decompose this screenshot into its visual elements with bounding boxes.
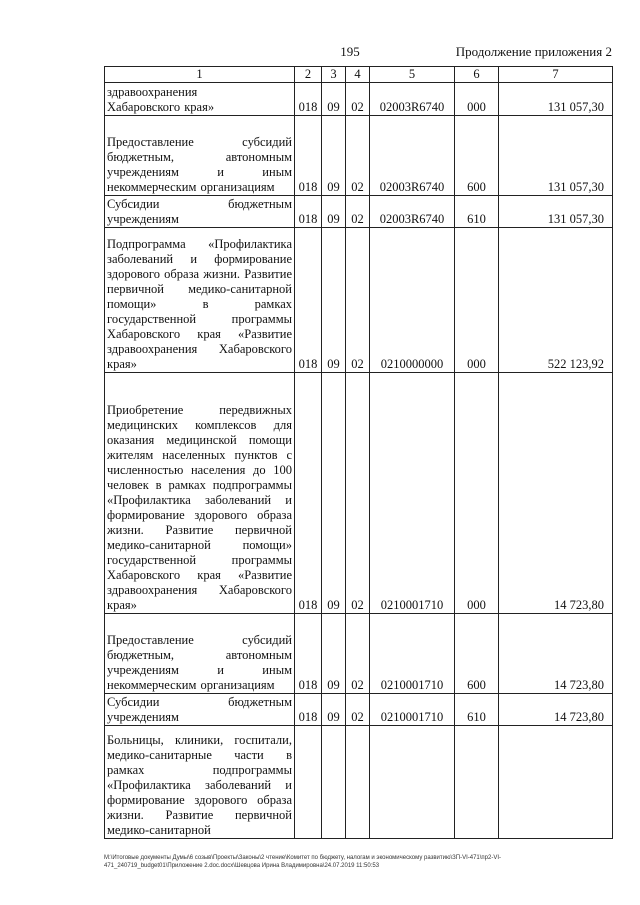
expense-type-code: 610 xyxy=(455,694,499,726)
item-name: Приобретение передвижных медицинских комплексов для оказания медицинской помощи жителям населенных пунктов с численностью населения до 100 человек в рамках подпрограммы «Профилактика заболеваний и формирование здорового образа жизни. Развитие первичной медико-санитарной помощи» государственной программы Хабаровского края «Развитие здравоохранения Хабаровского края» xyxy=(105,373,295,614)
expense-type-code: 000 xyxy=(455,228,499,373)
ministry-code: 018 xyxy=(295,196,322,228)
item-name: Подпрограмма «Профилактика заболеваний и формирование здорового образа жизни. Развитие первичной медико-санитарной помощи» в рамках государственной программы Хабаровского края «Развитие здравоохранения Хабаровского края» xyxy=(105,228,295,373)
section-code: 09 xyxy=(322,614,346,694)
table-row xyxy=(105,373,613,614)
ministry-code: 018 xyxy=(295,116,322,196)
column-header-4: 4 xyxy=(346,67,370,83)
amount: 131 057,30 xyxy=(499,83,613,116)
amount: 522 123,92 xyxy=(499,228,613,373)
section-code: 09 xyxy=(322,694,346,726)
column-header-2: 2 xyxy=(295,67,322,83)
item-name: Больницы, клиники, госпитали, медико-санитарные части в рамках подпрограммы «Профилактика заболеваний и формирование здорового образа жизни. Развитие первичной медико-санитарной xyxy=(105,726,295,839)
column-header-1: 1 xyxy=(105,67,295,83)
footer-line: 471_240719_budget01\Приложение 2.doc.docx\Шевцова Ирина Владимировна\24.07.2019 11:50:53 xyxy=(104,863,380,869)
expense-type-code: 000 xyxy=(455,83,499,116)
target-code: 0210001710 xyxy=(370,614,455,694)
section-code: 09 xyxy=(322,373,346,614)
table-row xyxy=(105,196,613,228)
section-code: 09 xyxy=(322,116,346,196)
target-code: 0210001710 xyxy=(370,694,455,726)
expense-type-code: 610 xyxy=(455,196,499,228)
section-code xyxy=(322,726,346,839)
target-code: 0210001710 xyxy=(370,373,455,614)
expense-type-code: 600 xyxy=(455,116,499,196)
table-row xyxy=(105,228,613,373)
section-code: 09 xyxy=(322,228,346,373)
column-header-5: 5 xyxy=(370,67,455,83)
item-name: Субсидии бюджетным учреждениям xyxy=(105,694,295,726)
subsection-code: 02 xyxy=(346,228,370,373)
subsection-code: 02 xyxy=(346,196,370,228)
subsection-code xyxy=(346,726,370,839)
expense-type-code: 000 xyxy=(455,373,499,614)
target-code: 02003R6740 xyxy=(370,83,455,116)
ministry-code: 018 xyxy=(295,614,322,694)
table-row xyxy=(105,116,613,196)
footer-line: M:\Итоговые документы Думы\6 созыв\Проекты\Законы\2 чтение\Комитет по бюджету, налогам и экономическому развитию\ЗП-VI-471\пр2-VI- xyxy=(104,855,502,861)
table-row xyxy=(105,614,613,694)
ministry-code xyxy=(295,726,322,839)
amount: 131 057,30 xyxy=(499,196,613,228)
target-code: 02003R6740 xyxy=(370,116,455,196)
target-code xyxy=(370,726,455,839)
amount: 131 057,30 xyxy=(499,116,613,196)
expense-type-code xyxy=(455,726,499,839)
column-header-7: 7 xyxy=(499,67,613,83)
expense-type-code: 600 xyxy=(455,614,499,694)
subsection-code: 02 xyxy=(346,83,370,116)
target-code: 0210000000 xyxy=(370,228,455,373)
column-header-3: 3 xyxy=(322,67,346,83)
ministry-code: 018 xyxy=(295,373,322,614)
item-name: Предоставление субсидий бюджетным, автономным учреждениям и иным некоммерческим организациям xyxy=(105,116,295,196)
target-code: 02003R6740 xyxy=(370,196,455,228)
table-row xyxy=(105,694,613,726)
budget-table xyxy=(104,66,613,839)
ministry-code: 018 xyxy=(295,694,322,726)
amount: 14 723,80 xyxy=(499,694,613,726)
item-name: Субсидии бюджетным учреждениям xyxy=(105,196,295,228)
item-name: Предоставление субсидий бюджетным, автономным учреждениям и иным некоммерческим организациям xyxy=(105,614,295,694)
section-code: 09 xyxy=(322,196,346,228)
amount: 14 723,80 xyxy=(499,614,613,694)
table-header-row xyxy=(105,67,613,83)
amount: 14 723,80 xyxy=(499,373,613,614)
subsection-code: 02 xyxy=(346,116,370,196)
section-code: 09 xyxy=(322,83,346,116)
ministry-code: 018 xyxy=(295,83,322,116)
ministry-code: 018 xyxy=(295,228,322,373)
subsection-code: 02 xyxy=(346,614,370,694)
appendix-continuation-heading: Продолжение приложения 2 xyxy=(455,44,612,59)
item-name: здравоохранения Хабаровского края» xyxy=(105,83,295,116)
table-row xyxy=(105,83,613,116)
file-path-footer xyxy=(104,854,624,870)
page-number: 195 xyxy=(340,44,360,59)
table-row xyxy=(105,726,613,839)
amount xyxy=(499,726,613,839)
subsection-code: 02 xyxy=(346,373,370,614)
subsection-code: 02 xyxy=(346,694,370,726)
column-header-6: 6 xyxy=(455,67,499,83)
